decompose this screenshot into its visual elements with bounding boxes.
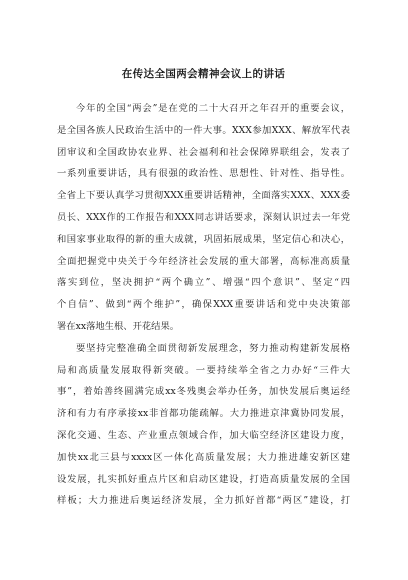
text-line: 一系列重要讲话，具有很强的政治性、思想性、针对性、指导性。 xyxy=(57,168,350,180)
text-line: 样板；大力推进后奥运经济发展，全力抓好首都“两区”建设，打 xyxy=(57,495,350,507)
text-line: 和国家事业取得的新的重大成就，巩固拓展成果，坚定信心和决心， xyxy=(57,233,350,245)
paragraph-1 xyxy=(57,98,350,338)
text-line: 深化交通、生态、产业重点领域合作，加大临空经济区建设力度， xyxy=(57,429,350,441)
text-line: 设发展，扎实抓好重点片区和启动区建设，打造高质量发展的全国 xyxy=(57,473,350,485)
text-line: 济和有力有序承接xx非首都功能疏解。大力推进京津冀协同发展， xyxy=(57,408,350,420)
text-line: 个自信”、做到“两个维护”，确保XXX重要讲话和党中央决策部 xyxy=(57,299,350,311)
text-line: 要坚持完整准确全面贯彻新发展理念，努力推动构建新发展格 xyxy=(76,342,350,354)
text-line: 是全国各族人民政治生活中的一件大事。XXX参加XXX、解放军代表 xyxy=(57,124,350,136)
text-line: 落实到位，坚决拥护“两个确立”、增强“四个意识”、坚定“四 xyxy=(57,277,350,289)
text-line: 署在xx落地生根、开花结果。 xyxy=(57,320,180,332)
text-line: 加快xx北三县与xxxx区一体化高质量发展；大力推进雄安新区建 xyxy=(57,451,350,463)
text-line: 全面把握党中央关于今年经济社会发展的重大部署，高标准高质量 xyxy=(57,255,350,267)
text-line: 事”，着始善终圆满完成xx冬残奥会举办任务，加快发展后奥运经 xyxy=(57,386,350,398)
text-line: 团审议和全国政协农业界、社会福利和社会保障界联组会，发表了 xyxy=(57,146,350,158)
text-line: 今年的全国“两会”是在党的二十大召开之年召开的重要会议， xyxy=(76,103,350,114)
text-line: 全省上下要认真学习贯彻XXX重要讲话精神，全面落实XXX、XXX委 xyxy=(57,190,350,202)
text-line: 局和高质量发展取得新突破。一要持续举全省之力办好“三件大 xyxy=(57,364,350,376)
text-line: 员长、XXX作的工作报告和XXX同志讲话要求，深刻认识过去一年党 xyxy=(57,211,350,223)
paragraph-2 xyxy=(57,338,350,512)
document-title: 在传达全国两会精神会议上的讲话 xyxy=(121,68,286,80)
